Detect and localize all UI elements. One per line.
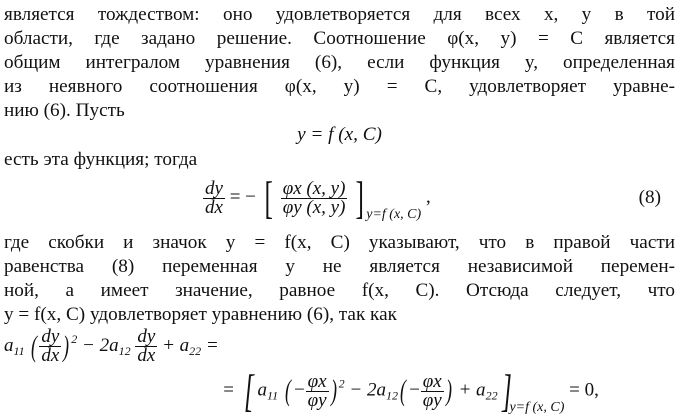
frac2-den: dx [137,345,156,366]
dy-dx-fraction-1 [39,328,61,365]
equation-number-8: (8) [638,187,661,208]
line2-a11-sub: 11 [266,388,279,403]
text-line-7: есть эта функция; тогда [4,149,198,170]
text-line-12: y = f(x, C) удовлетворяет уравнению (6), так как [4,304,397,325]
line2-square: 2 [338,376,345,391]
phix-phiy-fraction-1 [306,370,329,411]
eq8-rhs-num: φx (x, y) [282,177,346,199]
eq8-lhs-num: dy [205,177,223,199]
eq8-equals-minus: = − [229,186,256,208]
line2-a22-sub: 22 [485,388,498,403]
text-line-9: где скобки и значок y = f(x, C) указывают, что в правой части [4,232,675,253]
line2-paren-close-1: ) [330,374,337,407]
equals-sign: = [205,334,219,356]
line2-left-bracket: [ [243,365,254,416]
frac1-num: dy [41,326,60,347]
eq8-subscript: y=f (x, C) [366,207,422,223]
text-line-5: нию (6). Пусть [4,100,125,121]
a12-subscript: 12 [118,343,131,358]
eq8-lhs-den: dx [205,196,223,218]
text-line-4: из неявного соотношения φ(x, y) = C, удовлетворяет уравне- [4,76,675,97]
line2-right-bracket: ] [501,365,512,416]
eq8-left-bracket: [ [264,172,273,223]
text-line-11: ной, а имеет значение, равное f(x, C). Отсюда следует, что [4,280,675,301]
frac1-den: dx [41,345,60,366]
line2-equals: = [222,379,235,401]
line2-paren-open-2: ( [399,374,406,407]
line2-subscript: y=f (x, C) [509,400,565,416]
line2-a12-sub: 12 [385,388,398,403]
frac3-num: φx [307,370,327,392]
equation-y-f: y = f (x, C) [297,124,382,145]
eq8-right-bracket: ] [355,172,365,223]
eq8-rhs-den: φy (x, y) [282,196,346,218]
frac4-den: φy [422,389,442,411]
text-line-2: области, где задано решение. Соотношение φ(x, y) = C является [4,28,675,49]
minus-2a12: − 2a [82,334,119,356]
eq8-lhs-fraction [203,177,225,218]
dy-dx-fraction-2 [135,328,157,365]
line2-a11: a [257,379,267,401]
text-line-10: равенства (8) переменная y не является независимой перемен- [4,256,675,277]
text-line-3: общим интегралом уравнения (6), если функция y, определенная [4,52,675,73]
equation-a-line-2: = [ $a_{11}$ ( − $\frac{\varphi x}{\varphi y}$ ) $^2 - 2a_{12}$( − $\frac{\varphi x}{\varphi y}$ ) + $a_{22}]_{y=f (x, C)} = 0$, [222,365,599,416]
paren-close: ) [63,329,70,363]
frac3-den: φy [307,389,327,411]
line2-plus-a22: + a [458,379,486,401]
a11-symbol: a [4,334,14,356]
equation-8 [203,172,431,223]
a22-subscript: 22 [189,343,202,358]
line2-paren-open-1: ( [284,374,291,407]
frac2-num: dy [137,326,156,347]
equation-a-line-1 [4,328,219,365]
phix-phiy-fraction-2 [421,370,444,411]
a11-subscript: 11 [13,343,25,358]
text-line-1: является тождеством: оно удовлетворяется для всех x, y в той [4,4,675,25]
line2-minus-2a12: − 2a [349,379,386,401]
paren-open: ( [31,329,38,363]
result-zero: = 0, [569,379,599,401]
eq8-comma: , [425,186,431,208]
plus-a22: + a [162,334,190,356]
frac4-num: φx [422,370,442,392]
line2-paren-close-2: ) [445,374,452,407]
square-exponent: 2 [71,331,78,346]
eq8-rhs-fraction [281,177,348,218]
